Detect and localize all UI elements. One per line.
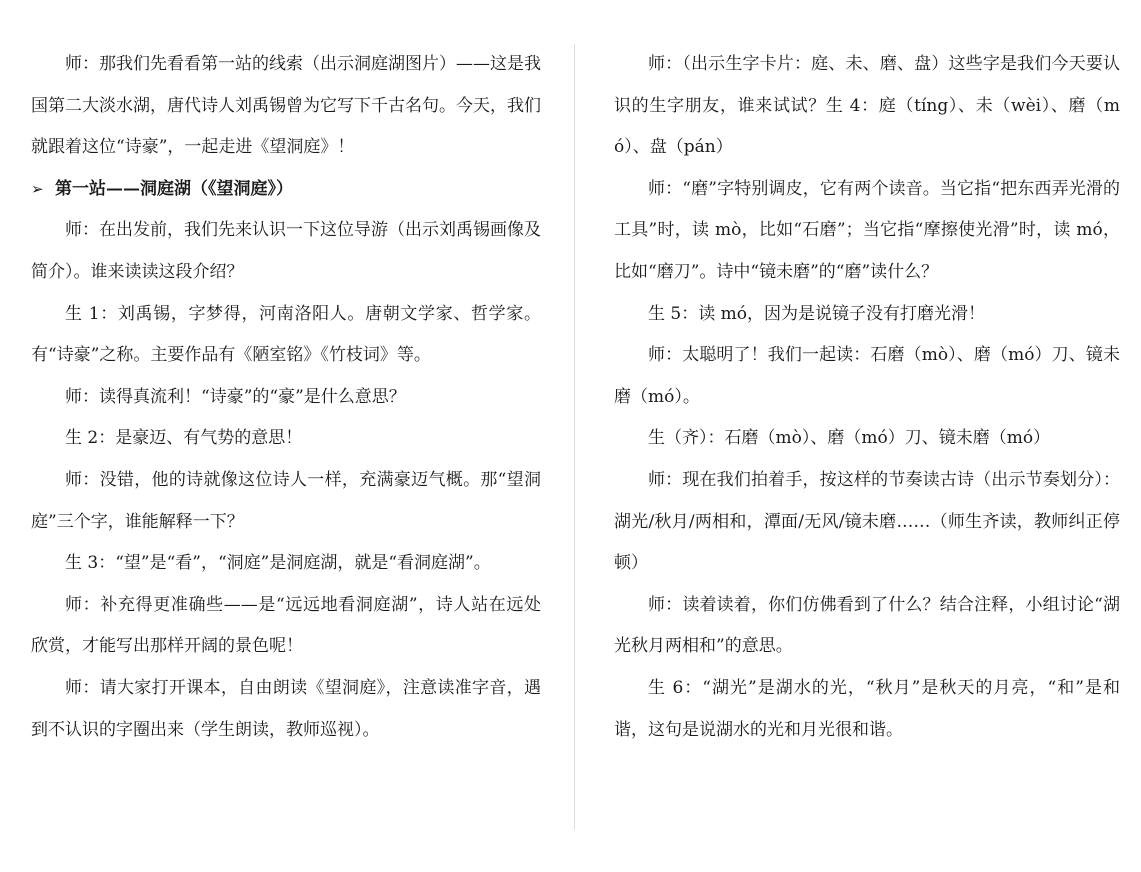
paragraph: 师：没错，他的诗就像这位诗人一样，充满豪迈气概。那“望洞庭”三个字，谁能解释一下？ bbox=[31, 469, 541, 532]
paragraph: 师：那我们先看看第一站的线索（出示洞庭湖图片）——这是我国第二大淡水湖，唐代诗人刘禹锡曾为它写下千古名句。今天，我们就跟着这位“诗豪”，一起走进《望洞庭》！ bbox=[31, 54, 541, 158]
section-heading-text: 第一站——洞庭湖（《望洞庭》） bbox=[55, 178, 293, 199]
paragraph: 师：读得真流利！“诗豪”的“豪”是什么意思？ bbox=[65, 386, 406, 407]
paragraph: 师：请大家打开课本，自由朗读《望洞庭》，注意读准字音，遇到不认识的字圈出来（学生朗读，教师巡视）。 bbox=[31, 677, 541, 740]
paragraph: 师：读着读着，你们仿佛看到了什么？结合注释，小组讨论“湖光秋月两相和”的意思。 bbox=[614, 594, 1120, 657]
paragraph: 师：太聪明了！我们一起读：石磨（mò）、磨（mó）刀、镜未磨（mó）。 bbox=[614, 345, 1120, 407]
paragraph: 师：现在我们拍着手，按这样的节奏读古诗（出示节奏划分）：湖光/秋月/两相和，潭面/无风/镜未磨……（师生齐读，教师纠正停顿） bbox=[614, 469, 1120, 574]
paragraph: 师：（出示生字卡片：庭、未、磨、盘）这些字是我们今天要认识的生字朋友，谁来试试？生 4：庭（tíng）、未（wèi）、磨（mó）、盘（pán） bbox=[614, 54, 1120, 158]
paragraph: 生（齐）：石磨（mò）、磨（mó）刀、镜未磨（mó） bbox=[648, 428, 1051, 449]
right-column bbox=[614, 44, 1120, 751]
paragraph: 生 2：是豪迈、有气势的意思！ bbox=[65, 428, 303, 449]
paragraph: 生 3：“望”是“看”，“洞庭”是洞庭湖，就是“看洞庭湖”。 bbox=[65, 553, 491, 574]
section-heading bbox=[31, 169, 541, 211]
arrow-bullet-icon: ➢ bbox=[31, 179, 44, 198]
paragraph: 师：在出发前，我们先来认识一下这位导游（出示刘禹锡画像及简介）。谁来读读这段介绍？ bbox=[31, 220, 541, 282]
paragraph: 生 1：刘禹锡，字梦得，河南洛阳人。唐朝文学家、哲学家。有“诗豪”之称。主要作品有《陋室铭》《竹枝词》等。 bbox=[31, 303, 541, 366]
paragraph: 生 5：读 mó，因为是说镜子没有打磨光滑！ bbox=[648, 303, 985, 324]
left-column bbox=[31, 44, 541, 751]
paragraph: 生 6：“湖光”是湖水的光，“秋月”是秋天的月亮，“和”是和谐，这句是说湖水的光和月光很和谐。 bbox=[614, 677, 1120, 740]
column-divider bbox=[574, 44, 575, 830]
paragraph: 师：补充得更准确些——是“远远地看洞庭湖”，诗人站在远处欣赏，才能写出那样开阔的景色呢！ bbox=[31, 594, 541, 657]
paragraph: 师：“磨”字特别调皮，它有两个读音。当它指“把东西弄光滑的工具”时，读 mò，比如“石磨”；当它指“摩擦使光滑”时，读 mó，比如“磨刀”。诗中“镜未磨”的“磨”读什么？ bbox=[614, 178, 1120, 282]
